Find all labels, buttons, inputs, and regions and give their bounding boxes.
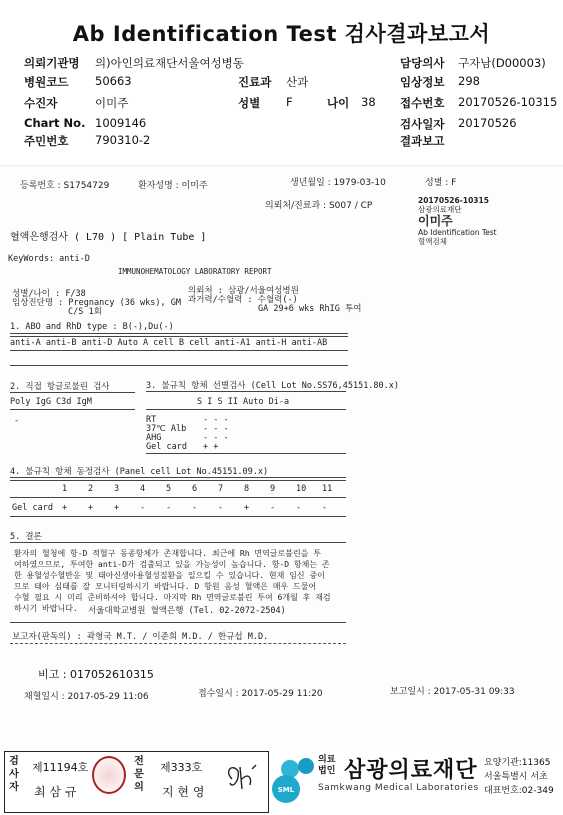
divider [10, 392, 135, 393]
panel-cell-reaction: - [296, 503, 302, 513]
gel-card-label: Gel card [12, 503, 53, 513]
divider [10, 497, 346, 498]
panel-cell-number: 10 [296, 484, 307, 494]
dat-columns: Poly IgG C3d IgM [10, 397, 92, 407]
divider [146, 409, 346, 410]
reporters: 보고자(판독의) : 곽형국 M.T. / 이준희 M.D. / 한규섭 M.D. [12, 632, 269, 642]
reported-time: 보고일시 : 2017-05-31 09:33 [390, 687, 515, 697]
stamp-org: 삼광의료재단 [418, 205, 462, 214]
value-hospital-code: 50663 [95, 74, 132, 88]
inspector-label: 검사자 [9, 756, 19, 793]
divider [146, 391, 346, 392]
stamp-specimen: 혈액검체 [418, 237, 447, 246]
screening-row-values: - - - [203, 424, 229, 434]
divider [10, 643, 346, 644]
panel-cell-number: 5 [166, 484, 172, 494]
collected-time: 채혈일시 : 2017-05-29 11:06 [24, 692, 149, 702]
identification-title: 4. 불규칙 항체 동정검사 (Panel cell Lot No.45151.09.x) [10, 467, 269, 477]
reg-no: 등록번호 : S1754729 [20, 181, 110, 191]
label-requester-org: 의뢰기관명 [24, 56, 80, 70]
conclusion-line: 수혈 필요 시 미리 준비하셔야 합니다. 마지막 Rh 면역글로불린 투여 6개월 후 재검 [14, 593, 331, 602]
received-time: 접수일시 : 2017-05-29 11:20 [198, 689, 323, 699]
panel-cell-number: 4 [140, 484, 146, 494]
value-age: 38 [361, 95, 376, 109]
panel-cell-reaction: - [322, 503, 328, 513]
patient-name: 환자성명 : 이미주 [138, 181, 208, 191]
screening-row-label: 37℃ Alb [146, 424, 187, 434]
label-test-date: 검사일자 [400, 117, 445, 131]
divider [10, 622, 346, 623]
value-receipt-no: 20170526-10315 [458, 95, 558, 109]
diagnosis-2: C/S 1회 [68, 307, 102, 317]
address-line-2: 서울특별시 서초 [484, 772, 548, 782]
panel-cell-reaction: - [218, 503, 224, 513]
lab-name: 서울대학교병원 혈액은행 (Tel. 02-2072-2504) [88, 606, 286, 616]
divider [10, 542, 346, 543]
sml-logo-text: SML [277, 786, 295, 794]
label-doctor: 담당의사 [400, 56, 445, 70]
label-age: 나이 [327, 96, 350, 110]
address-line-1: 요양기관:11365 [484, 758, 551, 768]
barcode-note: 비고 : 017052610315 [38, 668, 154, 681]
abo-columns: anti-A anti-B anti-D Auto A cell B cell anti-A1 anti-H anti-AB [10, 338, 328, 348]
divider [10, 409, 135, 410]
specialist-label: 전문의 [134, 756, 144, 793]
panel-cell-reaction: - [192, 503, 198, 513]
value-sex: F [286, 95, 293, 109]
panel-cell-number: 1 [62, 484, 68, 494]
divider [10, 477, 346, 481]
panel-cell-number: 3 [114, 484, 120, 494]
panel-cell-reaction: + [114, 503, 120, 513]
label-clinical-info: 임상정보 [400, 75, 445, 89]
conclusion-title: 5. 결론 [10, 532, 42, 542]
specialist-signature [222, 761, 258, 795]
screening-columns: S I S II Auto Di-a [197, 397, 290, 407]
sex-age: 성별/나이 : F/38 [12, 289, 86, 299]
specialist-name: 지 현 영 [162, 785, 205, 799]
label-result-report: 결과보고 [400, 134, 445, 148]
value-test-date: 20170526 [458, 116, 517, 130]
stamp-code: 20170526-10315 [418, 196, 489, 205]
value-patient: 이미주 [95, 96, 129, 110]
inspector-name: 최 삼 규 [34, 785, 77, 799]
conclusion-line: 하시기 바랍니다. [14, 604, 78, 613]
sex: 성별 : F [425, 178, 457, 188]
value-requester-org: 의)아인의료재단서울여성병동 [95, 56, 244, 70]
label-patient: 수진자 [24, 96, 58, 110]
panel-cell-number: 6 [192, 484, 198, 494]
requester-dept: 의뢰처/진료과 : S007 / CP [265, 201, 373, 211]
panel-cell-reaction: - [270, 503, 276, 513]
value-resident-no: 790310-2 [95, 133, 151, 147]
conclusion-line: 므로 태아 심태를 잘 모니터링하시기 바랍니다. D 항원 음성 혈액은 매우 드물어 [14, 582, 317, 591]
label-sex: 성별 [238, 96, 261, 110]
panel-cell-reaction: - [140, 503, 146, 513]
label-chart-no: Chart No. [24, 116, 86, 130]
panel-cell-number: 7 [218, 484, 224, 494]
screening-row-label: RT [146, 415, 157, 425]
history: 과거력/수혈력 : 수혈력(-) [188, 295, 298, 305]
screening-row-values: - - - [203, 415, 229, 425]
panel-cell-number: 9 [270, 484, 276, 494]
lab-report-heading: IMMUNOHEMATOLOGY LABORATORY REPORT [118, 267, 272, 276]
stamp-test: Ab Identification Test [418, 228, 497, 237]
specialist-license: 제333호 [160, 761, 203, 774]
label-dept: 진료과 [238, 75, 272, 89]
abo-rhd-title: 1. ABO and RhD type : B(-),Du(-) [10, 322, 174, 332]
inspector-seal [92, 756, 126, 794]
section-title: 혈액은행검사 ( L70 ) [ Plain Tube ] [10, 232, 207, 243]
divider [146, 453, 346, 454]
conclusion-line: 여하였으므로, 투여한 anti-D가 검출되고 있을 가능성이 높습니다. 항-D 항체는 존 [14, 560, 330, 569]
screening-row-values: + + [203, 442, 219, 452]
conclusion-line: 환자의 혈청에 항-D 적혈구 동종항체가 존재합니다. 최근에 Rh 면역글로불린을 투 [14, 549, 321, 558]
panel-cell-number: 11 [322, 484, 333, 494]
hospital: 의뢰처 : 삼광/서울여성병원 [188, 286, 299, 296]
panel-cell-number: 2 [88, 484, 94, 494]
scanned-report [0, 165, 563, 751]
screening-row-values: - - - [203, 433, 229, 443]
dat-value: - [14, 416, 20, 426]
panel-cell-reaction: - [166, 503, 172, 513]
history-2: GA 29+6 wks RhIG 투여 [258, 304, 362, 314]
divider [10, 333, 348, 337]
screening-title: 3. 불규칙 항체 선별검사 (Cell Lot No.SS76,45151.80.x) [146, 381, 400, 391]
screening-row-label: AHG [146, 433, 162, 443]
org-name: 삼광의료재단 [344, 758, 478, 783]
label-hospital-code: 병원코드 [24, 75, 69, 89]
screening-row-label: Gel card [146, 442, 187, 452]
address-line-3: 대표번호:02-349 [484, 786, 554, 796]
label-receipt-no: 접수번호 [400, 96, 445, 110]
value-chart-no: 1009146 [95, 116, 147, 130]
keywords: KeyWords: anti-D [8, 254, 90, 264]
report-title: Ab Identification Test 검사결과보고서 [72, 22, 491, 46]
signature-footer [0, 751, 563, 815]
panel-cell-number: 8 [244, 484, 250, 494]
panel-cell-reaction: + [62, 503, 68, 513]
divider [10, 350, 348, 351]
dob: 생년월일 : 1979-03-10 [290, 178, 386, 188]
stamp-name: 이미주 [418, 214, 453, 228]
divider [10, 516, 346, 517]
org-kind: 의료법인 [318, 755, 336, 776]
value-doctor: 구자남(D00003) [458, 56, 546, 70]
panel-cell-reaction: + [88, 503, 94, 513]
specimen-label-stamp [418, 196, 497, 246]
inspector-license: 제11194호 [32, 761, 89, 774]
value-clinical-info: 298 [458, 74, 480, 88]
org-english-name: Samkwang Medical Laboratories [318, 783, 479, 793]
panel-cell-reaction: + [244, 503, 250, 513]
dat-title: 2. 직접 항글로불린 검사 [10, 382, 110, 392]
label-resident-no: 주민번호 [24, 134, 69, 148]
diagnosis: 임상진단명 : Pregnancy (36 wks), GM [12, 298, 181, 308]
value-dept: 산과 [286, 75, 309, 89]
divider [10, 365, 348, 366]
conclusion-line: 한 용혈성수혈반응 및 태아신생아용혈성질환을 일으킬 수 있습니다. 현재 임신 중이 [14, 571, 325, 580]
